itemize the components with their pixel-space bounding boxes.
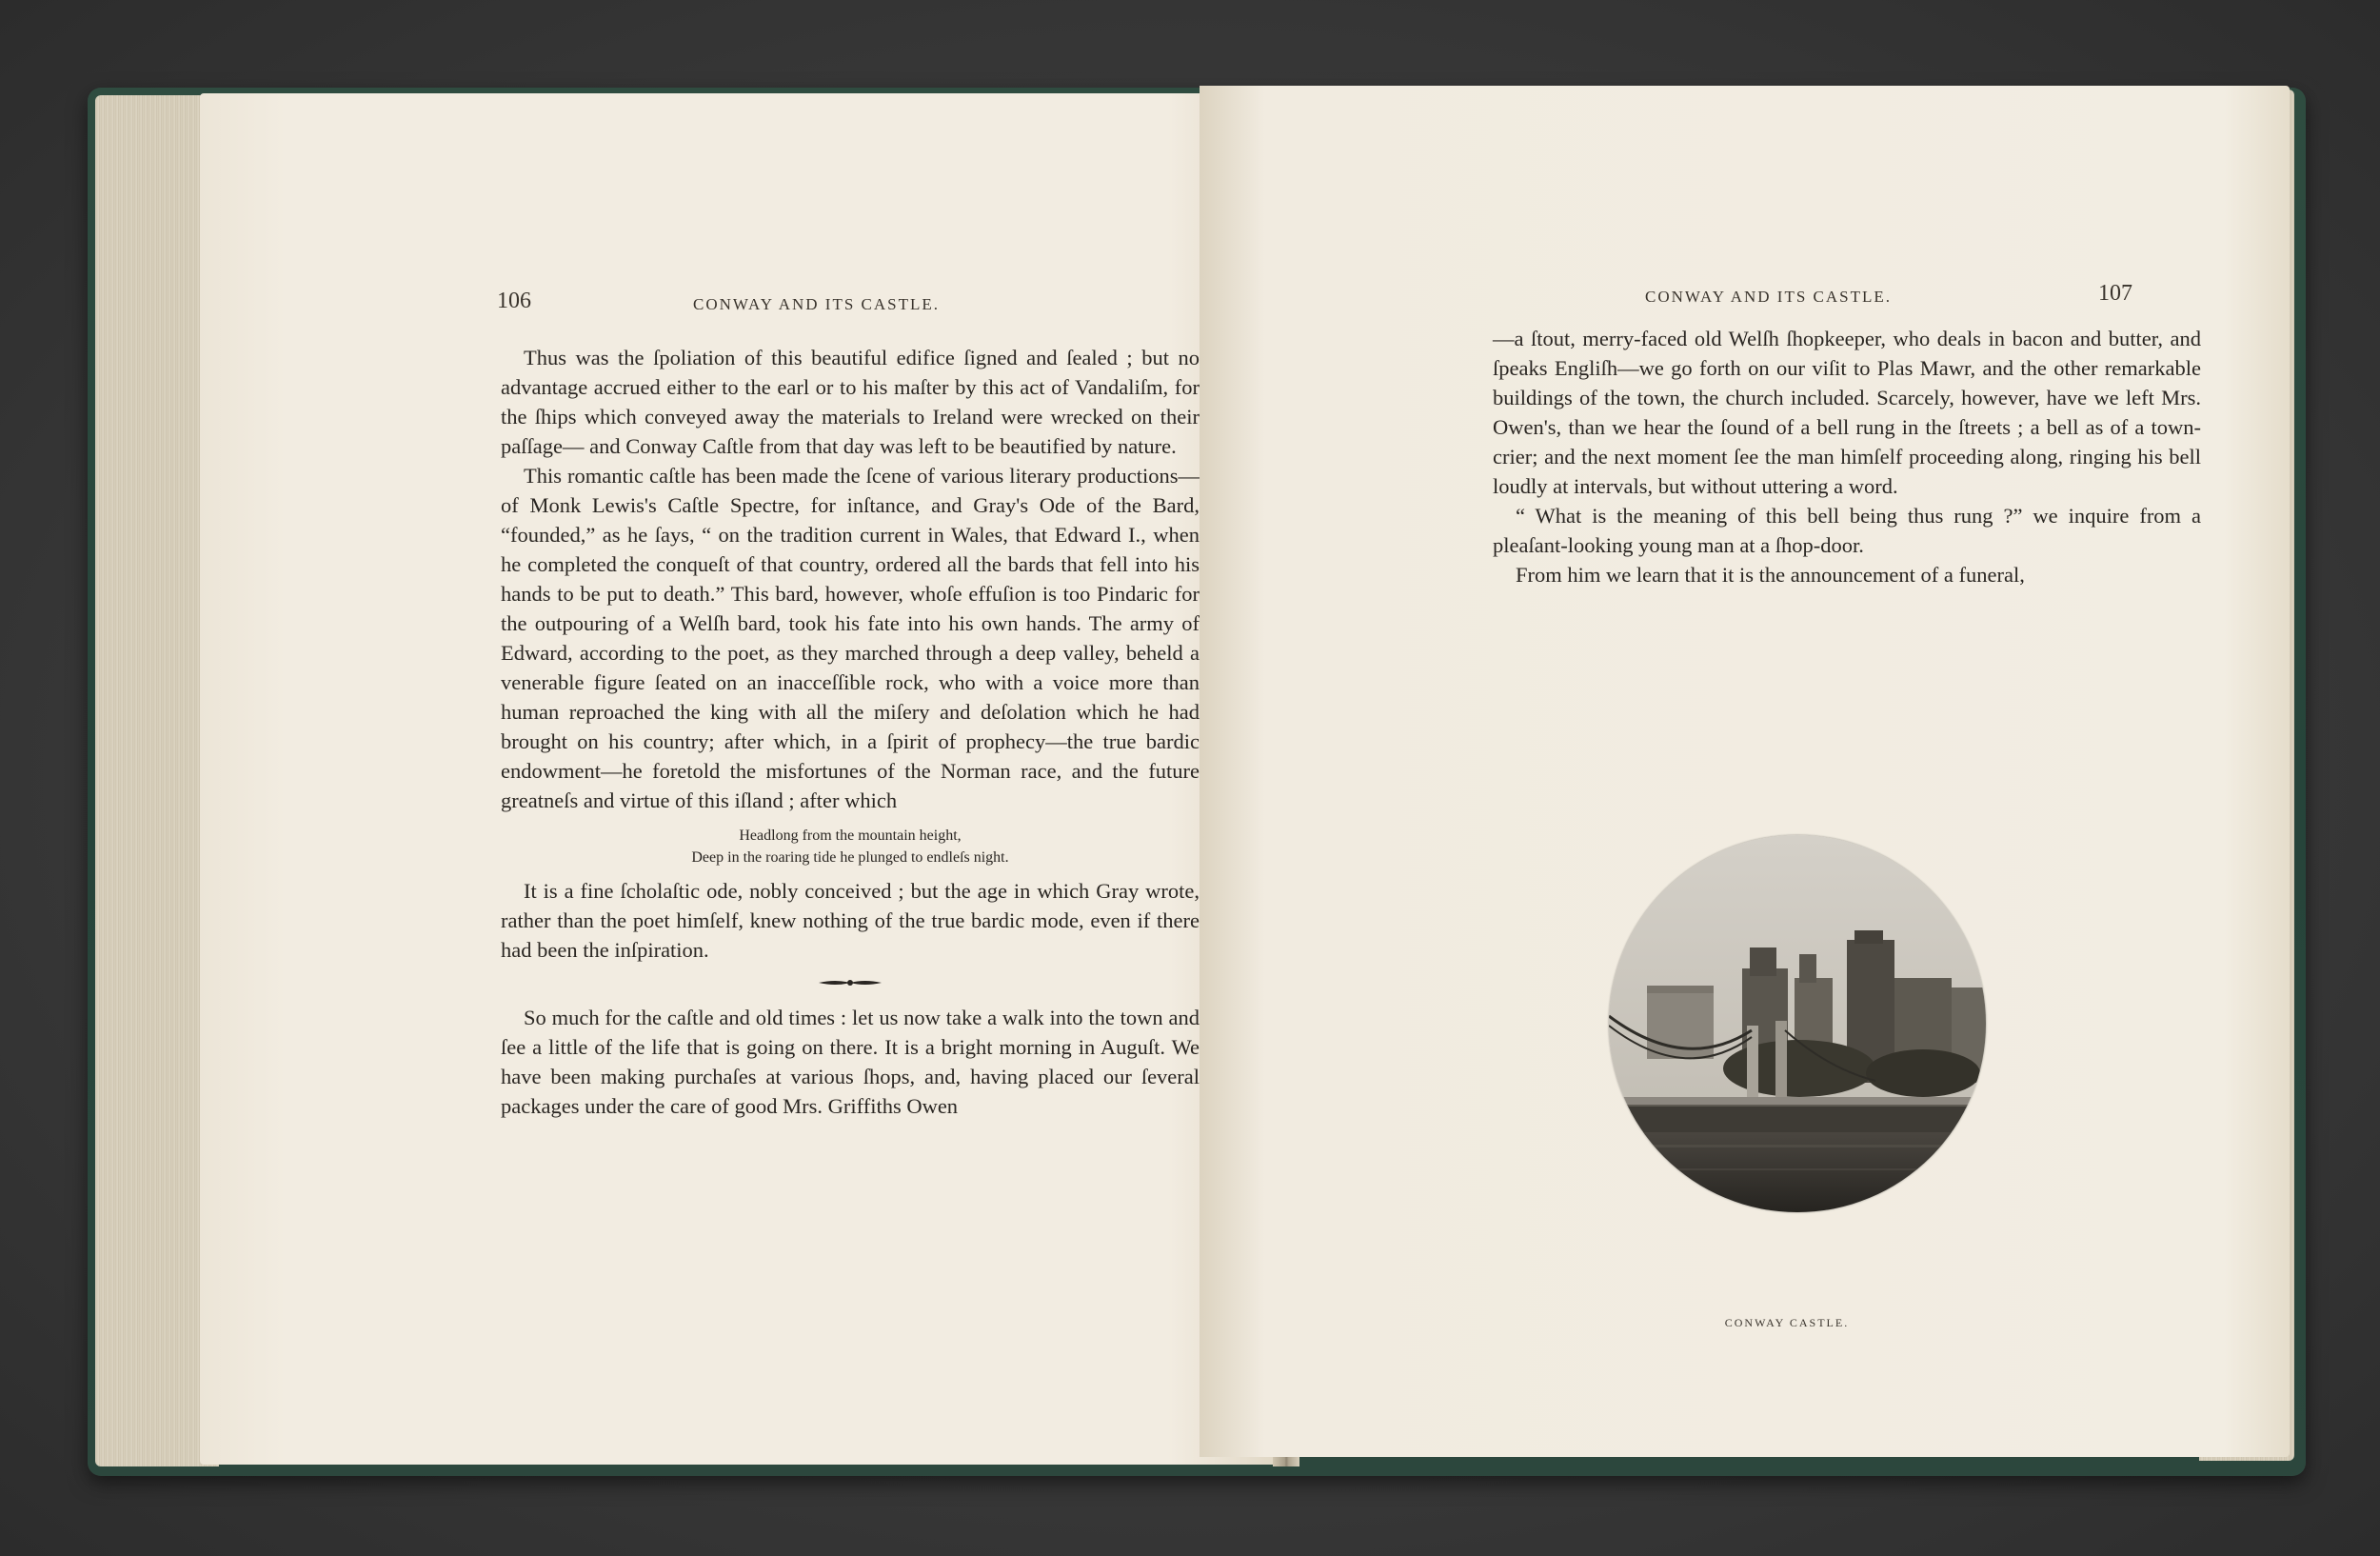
text-line: bacon and butter, and ſpeaks Engliſh—we go forth on our (1493, 327, 2201, 380)
castle-illustration (1609, 835, 1986, 1212)
text-line: completed the conqueſt of that country, ordered all the bards that (527, 552, 1094, 576)
paragraph (501, 1003, 1200, 1121)
right-page-number: 107 (2098, 281, 2132, 306)
text-line: —a ſtout, merry-faced old Welſh ſhopkeeper, who deals in (1493, 327, 2006, 350)
text-line: walk into the town and ſee a little of the life that is going on (501, 1006, 1200, 1059)
text-line: So much for the caſtle and old times : let us now take a (524, 1006, 998, 1029)
text-line: nature. (1117, 434, 1177, 458)
paragraph (501, 343, 1200, 461)
text-line: and the future greatneſs and virtue of this iſland ; after which (501, 759, 1200, 812)
text-line: all the miſery and deſolation which he had brought on his (501, 700, 1200, 753)
conway-castle-photograph (1609, 835, 1986, 1212)
text-line: inſtance, and Gray's Ode of the Bard, “founded,” as he ſays, (501, 493, 1200, 547)
text-line: ſtreets ; a bell as of a town-crier; and the next moment ſee (1493, 415, 2201, 469)
right-page (1200, 86, 2290, 1457)
text-line: endowment—he foretold the misfortunes of the Norman race, (501, 759, 1062, 783)
text-line: country; after which, in a ſpirit of prophecy—the true bardic (643, 729, 1200, 753)
text-line: of the true bardic mode, even if there had been the inſpiration. (501, 908, 1200, 962)
text-line: “ What is the meaning of this bell being thus rung ?” we (1516, 504, 2058, 528)
text-line: maſter by this act of Vandaliſm, for the ſhips which conveyed (501, 375, 1200, 429)
open-book (88, 76, 2306, 1486)
text-line: and Conway Caſtle from that day was left to be beautified by (589, 434, 1113, 458)
text-line: left Mrs. Owen's, than we hear the ſound of a bell rung in the (1493, 386, 2201, 439)
text-line: From him we learn that it is the announcement of a funeral, (1516, 563, 2025, 587)
text-line: according to the poet, as they marched through a deep valley, (579, 641, 1120, 665)
verse-line: Headlong from the mountain height, (739, 828, 962, 844)
section-divider-ornament (501, 978, 1200, 987)
text-line: This romantic caſtle has been made the ſcene of various (524, 464, 1004, 488)
text-line: making purchaſes at various ſhops, and, having placed our (600, 1065, 1132, 1088)
paragraph (1493, 560, 2201, 589)
paragraph (1493, 501, 2201, 560)
text-line: literary productions—of Monk Lewis's Caſtle Spectre, for (501, 464, 1200, 517)
text-line: ſealed ; but no advantage accrued either to the earl or to his (501, 346, 1200, 399)
text-line: fell into his hands to be put to death.” This bard, however, (501, 552, 1200, 606)
text-line: which Gray wrote, rather than the poet himſelf, knew nothing (501, 879, 1200, 932)
text-line: inquire from a pleaſant-looking young man at a ſhop-door. (1493, 504, 2202, 557)
paragraph (1493, 324, 2201, 501)
text-line: with a voice more than human reproached the king with (501, 670, 1200, 724)
text-line: “ on the tradition current in Wales, that Edward I., when he (501, 523, 1200, 576)
right-text-column (1493, 324, 2201, 589)
text-line: viſit to Plas Mawr, and the other remarkable buildings of (1493, 356, 2201, 409)
verse-line: Deep in the roaring tide he plunged to endleſs night. (691, 849, 1009, 866)
text-line: the man himſelf proceeding along, ringing his bell loudly at (1493, 445, 2201, 498)
paragraph (501, 461, 1200, 815)
right-running-head: CONWAY AND ITS CASTLE. (1645, 288, 1893, 306)
text-line: intervals, but without uttering a word. (1574, 474, 1898, 498)
text-line: away the materials to Ireland were wrecked on their paſſage— (501, 405, 1200, 458)
verse-quotation (501, 825, 1200, 868)
text-line: It is a fine ſcholaſtic ode, nobly conceived ; but the age in (524, 879, 1031, 903)
ornament-icon (817, 978, 883, 987)
text-line: whoſe effuſion is too Pindaric for the outpouring of a Welſh (501, 582, 1200, 635)
left-running-head: CONWAY AND ITS CASTLE. (693, 295, 941, 313)
text-line: beheld a venerable figure ſeated on an inacceſſible rock, who (501, 641, 1200, 694)
text-line: Thus was the ſpoliation of this beautiful edifice ſigned and (524, 346, 1058, 369)
left-text-column (501, 343, 1200, 1121)
left-page (200, 93, 1276, 1465)
text-line: there. It is a bright morning in Auguſt. We have been (501, 1035, 1200, 1088)
photo-caption: CONWAY CASTLE. (1724, 1316, 1850, 1329)
text-line: ſeveral packages under the care of good Mrs. Griffiths Owen (501, 1065, 1200, 1118)
left-page-number: 106 (497, 289, 531, 313)
text-line: bard, took his fate into his own hands. The army of Edward, (501, 611, 1200, 665)
text-line: the town, the church included. Scarcely, however, have we (1604, 386, 2119, 409)
paragraph (501, 876, 1200, 965)
